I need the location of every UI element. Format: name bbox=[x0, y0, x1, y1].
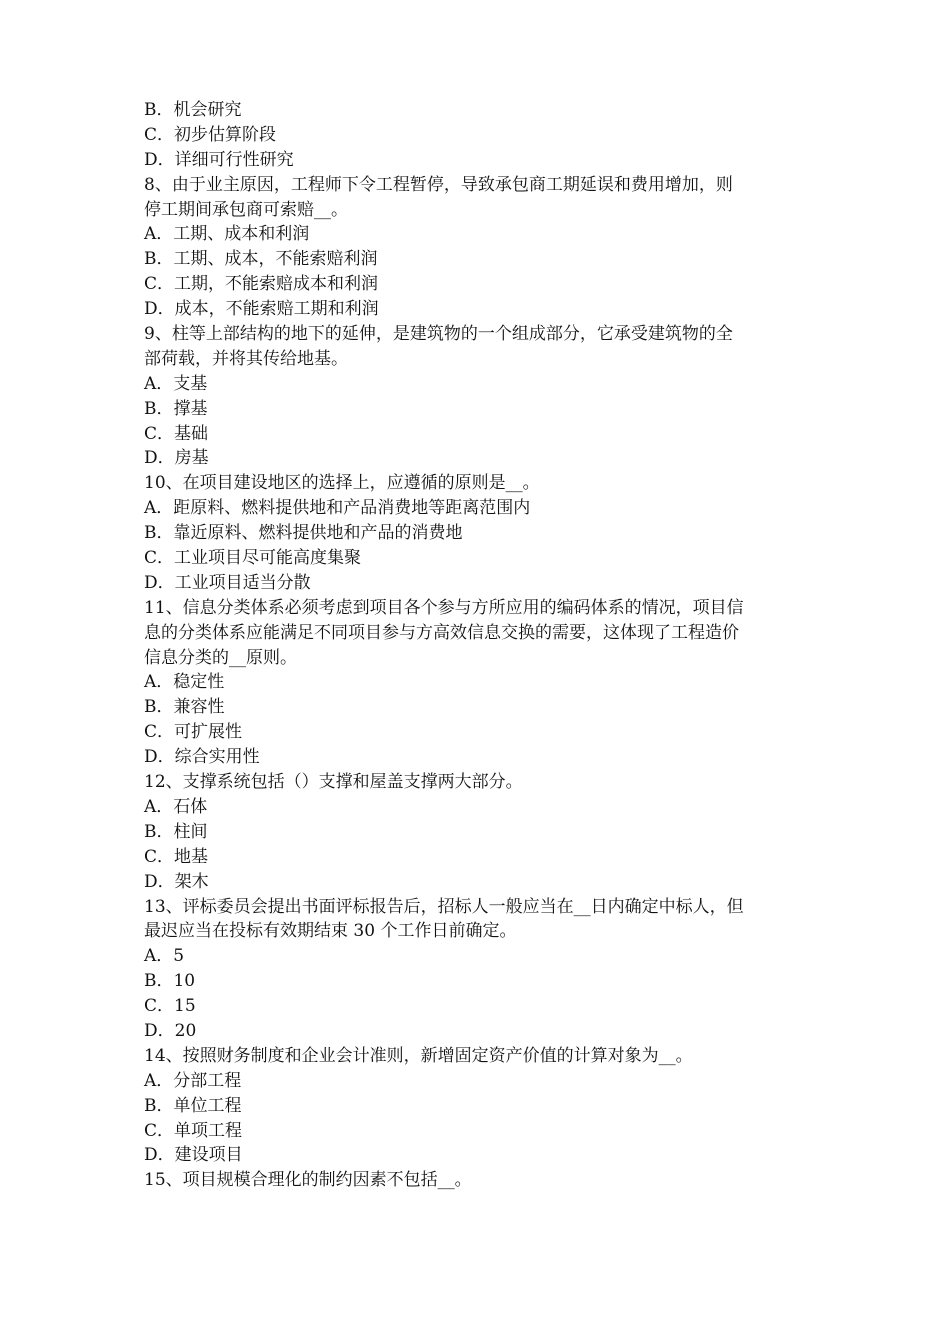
option-a: A．稳定性 bbox=[144, 672, 225, 693]
option-c: C．初步估算阶段 bbox=[144, 124, 277, 145]
option-a: A．分部工程 bbox=[144, 1070, 242, 1091]
option-d: D．建设项目 bbox=[144, 1145, 243, 1166]
option-c: C．工业项目尽可能高度集聚 bbox=[144, 548, 362, 569]
option-a: A．支基 bbox=[144, 373, 208, 394]
option-a: A．石体 bbox=[144, 796, 208, 817]
question-13-text: 13、评标委员会提出书面评标报告后，招标人一般应当在__日内确定中标人，但 bbox=[144, 896, 744, 917]
option-b: B．10 bbox=[144, 971, 196, 992]
question-9-text-cont: 部荷载，并将其传给地基。 bbox=[144, 348, 348, 369]
option-b: B．工期、成本，不能索赔利润 bbox=[144, 249, 378, 270]
question-11-text-cont: 信息分类的__原则。 bbox=[144, 647, 297, 668]
option-d: D．详细可行性研究 bbox=[144, 149, 294, 170]
option-d: D．架木 bbox=[144, 871, 209, 892]
option-b: B．撑基 bbox=[144, 398, 208, 419]
option-c: C．15 bbox=[144, 996, 196, 1017]
option-c: C．可扩展性 bbox=[144, 722, 243, 743]
option-c: C．工期，不能索赔成本和利润 bbox=[144, 274, 379, 295]
option-d: D．房基 bbox=[144, 448, 209, 469]
question-13-text-cont: 最迟应当在投标有效期结束 30 个工作日前确定。 bbox=[144, 921, 517, 942]
question-9-text: 9、柱等上部结构的地下的延伸，是建筑物的一个组成部分，它承受建筑物的全 bbox=[144, 324, 733, 345]
option-b: B．机会研究 bbox=[144, 100, 242, 120]
question-11-text-cont: 息的分类体系应能满足不同项目参与方高效信息交换的需要，这体现了工程造价 bbox=[144, 622, 739, 643]
option-c: C．基础 bbox=[144, 423, 209, 444]
option-b: B．单位工程 bbox=[144, 1095, 242, 1116]
option-d: D．成本，不能索赔工期和利润 bbox=[144, 299, 379, 320]
question-8-text: 8、由于业主原因，工程师下令工程暂停，导致承包商工期延误和费用增加，则 bbox=[144, 174, 733, 195]
option-a: A．5 bbox=[144, 946, 185, 967]
question-10-text: 10、在项目建设地区的选择上，应遵循的原则是__。 bbox=[144, 473, 540, 494]
option-b: B．柱间 bbox=[144, 821, 208, 842]
question-12-text: 12、支撑系统包括（）支撑和屋盖支撑两大部分。 bbox=[144, 772, 523, 793]
option-d: D．工业项目适当分散 bbox=[144, 572, 311, 593]
document-page bbox=[144, 98, 808, 1193]
question-8-text-cont: 停工期间承包商可索赔__。 bbox=[144, 199, 348, 220]
option-b: B．兼容性 bbox=[144, 697, 225, 718]
option-c: C．地基 bbox=[144, 846, 209, 867]
question-11-text: 11、信息分类体系必须考虑到项目各个参与方所应用的编码体系的情况，项目信 bbox=[144, 597, 744, 618]
option-c: C．单项工程 bbox=[144, 1120, 243, 1141]
question-15-text: 15、项目规模合理化的制约因素不包括__。 bbox=[144, 1170, 472, 1191]
option-b: B．靠近原料、燃料提供地和产品的消费地 bbox=[144, 523, 463, 544]
option-d: D．综合实用性 bbox=[144, 747, 260, 768]
option-a: A．工期、成本和利润 bbox=[144, 224, 310, 245]
option-a: A．距原料、燃料提供地和产品消费地等距离范围内 bbox=[144, 498, 531, 519]
question-14-text: 14、按照财务制度和企业会计准则，新增固定资产价值的计算对象为__。 bbox=[144, 1045, 693, 1066]
option-d: D．20 bbox=[144, 1020, 197, 1041]
